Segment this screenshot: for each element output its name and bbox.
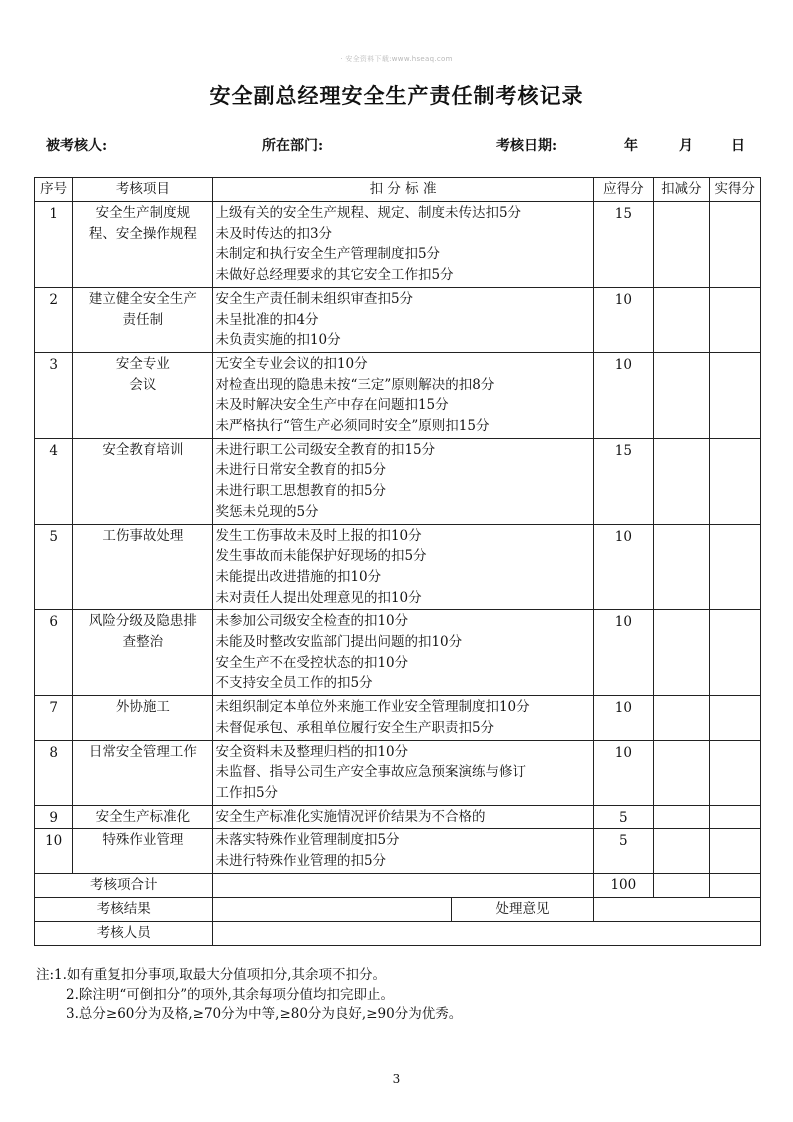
row-criteria-line: 安全生产标准化实施情况评价结果为不合格的 bbox=[215, 808, 486, 825]
row-seq: 4 bbox=[35, 438, 73, 524]
row-item-line: 责任制 bbox=[122, 311, 164, 328]
row-criteria-line: 未参加公司级安全检查的扣10分 bbox=[215, 613, 409, 630]
row-criteria bbox=[213, 287, 593, 352]
row-criteria-line: 未落实特殊作业管理制度扣5分 bbox=[215, 832, 400, 849]
row-due-score: 5 bbox=[593, 829, 654, 873]
row-seq: 7 bbox=[35, 696, 73, 740]
row-deduction-cell bbox=[654, 438, 709, 524]
row-item-line: 安全专业 bbox=[115, 355, 170, 372]
row-criteria-line: 未呈批准的扣4分 bbox=[215, 311, 319, 328]
row-criteria-line: 未组织制定本单位外来施工作业安全管理制度扣10分 bbox=[215, 699, 530, 716]
row-deduction-cell bbox=[654, 202, 709, 288]
row-item bbox=[73, 740, 213, 805]
row-item bbox=[73, 287, 213, 352]
header-seq: 序号 bbox=[35, 178, 73, 202]
opinion-value-cell bbox=[593, 897, 760, 921]
table-row bbox=[35, 202, 761, 288]
table-row bbox=[35, 287, 761, 352]
note-1: 注:1.如有重复扣分事项,取最大分值项扣分,其余项不扣分。 bbox=[36, 967, 387, 983]
day-label: 日 bbox=[731, 138, 745, 154]
row-criteria-line: 安全生产责任制未组织审查扣5分 bbox=[215, 290, 414, 307]
row-actual-cell bbox=[709, 696, 760, 740]
row-item-line: 日常安全管理工作 bbox=[88, 743, 197, 760]
page-title: 安全副总经理安全生产责任制考核记录 bbox=[209, 83, 584, 108]
row-criteria bbox=[213, 524, 593, 610]
row-criteria-line: 发生事故而未能保护好现场的扣5分 bbox=[215, 548, 427, 565]
notes bbox=[36, 966, 462, 1025]
row-actual-cell bbox=[709, 610, 760, 696]
row-criteria-line: 未负责实施的扣10分 bbox=[215, 332, 341, 349]
row-actual-cell bbox=[709, 438, 760, 524]
row-item-line: 建立健全安全生产 bbox=[88, 290, 197, 307]
row-seq: 8 bbox=[35, 740, 73, 805]
row-item bbox=[73, 610, 213, 696]
row-criteria-line: 未进行特殊作业管理的扣5分 bbox=[215, 853, 387, 870]
row-item-line: 查整治 bbox=[122, 634, 164, 651]
row-item bbox=[73, 202, 213, 288]
opinion-label: 处理意见 bbox=[452, 897, 593, 921]
row-deduction-cell bbox=[654, 696, 709, 740]
row-actual-cell bbox=[709, 202, 760, 288]
table-row bbox=[35, 805, 761, 829]
personnel-label: 考核人员 bbox=[35, 921, 213, 945]
table-row bbox=[35, 438, 761, 524]
row-seq: 1 bbox=[35, 202, 73, 288]
header-item: 考核项目 bbox=[73, 178, 213, 202]
row-criteria bbox=[213, 805, 593, 829]
row-criteria-line: 未做好总经理要求的其它安全工作扣5分 bbox=[215, 267, 454, 284]
row-criteria-line: 上级有关的安全生产规程、规定、制度未传达扣5分 bbox=[215, 205, 522, 221]
row-seq: 5 bbox=[35, 524, 73, 610]
row-criteria bbox=[213, 610, 593, 696]
row-criteria bbox=[213, 352, 593, 438]
row-due-score: 10 bbox=[593, 352, 654, 438]
row-actual-cell bbox=[709, 740, 760, 805]
table-body bbox=[35, 202, 761, 874]
row-deduction-cell bbox=[654, 524, 709, 610]
table-row bbox=[35, 829, 761, 873]
row-seq: 3 bbox=[35, 352, 73, 438]
row-criteria-line: 未督促承包、承租单位履行安全生产职责扣5分 bbox=[215, 719, 495, 736]
result-value-cell bbox=[213, 897, 452, 921]
row-criteria-line: 安全资料未及整理归档的扣10分 bbox=[215, 743, 409, 760]
row-deduction-cell bbox=[654, 805, 709, 829]
row-due-score: 15 bbox=[593, 202, 654, 288]
note-3: 3.总分≥60分为及格,≥70分为中等,≥80分为良好,≥90分为优秀。 bbox=[66, 1006, 463, 1022]
row-seq: 10 bbox=[35, 829, 73, 873]
row-criteria-line: 不支持安全员工作的扣5分 bbox=[215, 675, 373, 692]
total-deduction-cell bbox=[654, 873, 709, 897]
date-label: 考核日期: bbox=[496, 138, 558, 154]
row-criteria-line: 未对责任人提出处理意见的扣10分 bbox=[215, 589, 422, 606]
row-item-line: 会议 bbox=[129, 376, 157, 393]
row-item-line: 风险分级及隐患排 bbox=[88, 613, 197, 630]
row-criteria bbox=[213, 740, 593, 805]
row-criteria-line: 未能提出改进措施的扣10分 bbox=[215, 568, 382, 585]
month-label: 月 bbox=[679, 138, 693, 154]
watermark-text: · 安全资料下载:www.hseaq.com bbox=[340, 55, 453, 63]
total-label: 考核项合计 bbox=[35, 873, 213, 897]
row-criteria-line: 未进行职工公司级安全教育的扣15分 bbox=[215, 441, 436, 458]
row-deduction-cell bbox=[654, 829, 709, 873]
table-row bbox=[35, 696, 761, 740]
row-item-line: 特殊作业管理 bbox=[102, 832, 184, 849]
row-criteria-line: 未严格执行“管生产必须同时安全”原则扣15分 bbox=[215, 418, 490, 435]
row-seq: 2 bbox=[35, 287, 73, 352]
header-deduction: 扣减分 bbox=[654, 178, 709, 202]
personnel-row bbox=[35, 921, 761, 945]
result-row bbox=[35, 897, 761, 921]
row-item-line: 外协施工 bbox=[115, 699, 170, 716]
row-criteria-line: 奖惩未兑现的5分 bbox=[215, 503, 319, 520]
row-seq: 9 bbox=[35, 805, 73, 829]
row-criteria-line: 未能及时整改安监部门提出问题的扣10分 bbox=[215, 634, 463, 651]
row-item-line: 安全生产制度规 bbox=[95, 205, 191, 221]
department-label: 所在部门: bbox=[262, 138, 324, 154]
personnel-value-cell bbox=[213, 921, 761, 945]
header-actual-score: 实得分 bbox=[709, 178, 760, 202]
row-criteria bbox=[213, 829, 593, 873]
row-criteria-line: 未进行职工思想教育的扣5分 bbox=[215, 483, 387, 500]
row-actual-cell bbox=[709, 352, 760, 438]
row-due-score: 15 bbox=[593, 438, 654, 524]
row-due-score: 10 bbox=[593, 524, 654, 610]
row-seq: 6 bbox=[35, 610, 73, 696]
row-actual-cell bbox=[709, 829, 760, 873]
year-label: 年 bbox=[624, 138, 638, 154]
row-criteria-line: 未监督、指导公司生产安全事故应急预案演练与修订 bbox=[215, 764, 526, 781]
page-number: 3 bbox=[392, 1072, 401, 1086]
row-due-score: 10 bbox=[593, 610, 654, 696]
row-criteria-line: 未制定和执行安全生产管理制度扣5分 bbox=[215, 246, 441, 263]
row-due-score: 10 bbox=[593, 287, 654, 352]
row-criteria-line: 未及时解决安全生产中存在问题扣15分 bbox=[215, 397, 449, 414]
row-criteria-line: 工作扣5分 bbox=[215, 784, 279, 801]
row-deduction-cell bbox=[654, 740, 709, 805]
total-score: 100 bbox=[593, 873, 654, 897]
row-criteria-line: 未及时传达的扣3分 bbox=[215, 225, 333, 242]
row-due-score: 10 bbox=[593, 696, 654, 740]
row-deduction-cell bbox=[654, 610, 709, 696]
row-due-score: 10 bbox=[593, 740, 654, 805]
examinee-label: 被考核人: bbox=[46, 138, 108, 154]
row-item-line: 工伤事故处理 bbox=[102, 527, 184, 544]
header-due-score: 应得分 bbox=[593, 178, 654, 202]
row-criteria bbox=[213, 438, 593, 524]
row-item-line: 安全生产标准化 bbox=[95, 808, 191, 825]
row-actual-cell bbox=[709, 287, 760, 352]
table-row bbox=[35, 352, 761, 438]
table-row bbox=[35, 524, 761, 610]
total-row bbox=[35, 873, 761, 897]
row-criteria-line: 对检查出现的隐患未按“三定”原则解决的扣8分 bbox=[215, 376, 495, 393]
row-item bbox=[73, 805, 213, 829]
table-row bbox=[35, 610, 761, 696]
row-criteria-line: 安全生产不在受控状态的扣10分 bbox=[215, 654, 409, 671]
table-row bbox=[35, 740, 761, 805]
row-criteria-line: 未进行日常安全教育的扣5分 bbox=[215, 462, 387, 479]
row-item-line: 安全教育培训 bbox=[102, 441, 184, 458]
row-deduction-cell bbox=[654, 287, 709, 352]
row-deduction-cell bbox=[654, 352, 709, 438]
header-criteria: 扣 分 标 准 bbox=[213, 178, 593, 202]
row-criteria-line: 无安全专业会议的扣10分 bbox=[215, 355, 368, 372]
row-actual-cell bbox=[709, 805, 760, 829]
header-row bbox=[35, 178, 761, 202]
result-label: 考核结果 bbox=[35, 897, 213, 921]
row-criteria-line: 发生工伤事故未及时上报的扣10分 bbox=[215, 527, 422, 544]
total-actual-cell bbox=[709, 873, 760, 897]
row-actual-cell bbox=[709, 524, 760, 610]
row-criteria bbox=[213, 696, 593, 740]
total-blank bbox=[213, 873, 593, 897]
assessment-table bbox=[34, 177, 761, 946]
row-due-score: 5 bbox=[593, 805, 654, 829]
row-item bbox=[73, 829, 213, 873]
row-item-line: 程、安全操作规程 bbox=[88, 225, 197, 242]
row-item bbox=[73, 696, 213, 740]
row-item bbox=[73, 438, 213, 524]
row-item bbox=[73, 524, 213, 610]
note-2: 2.除注明“可倒扣分”的项外,其余每项分值均扣完即止。 bbox=[66, 986, 394, 1003]
row-criteria bbox=[213, 202, 593, 288]
row-item bbox=[73, 352, 213, 438]
